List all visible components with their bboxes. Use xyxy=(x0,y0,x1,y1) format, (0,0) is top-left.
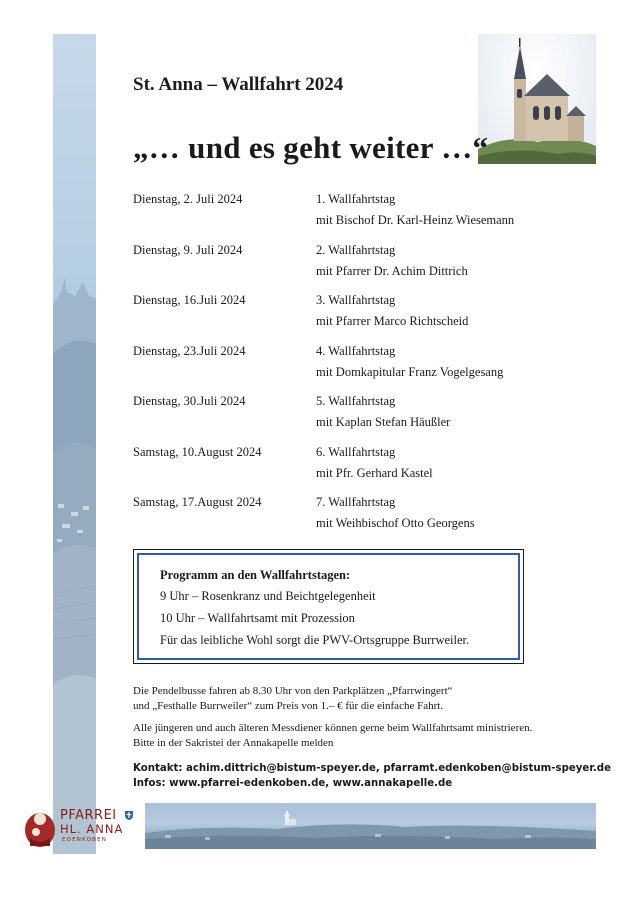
schedule-date: Dienstag, 9. Juli 2024 xyxy=(133,242,243,257)
schedule-date: Dienstag, 2. Juli 2024 xyxy=(133,192,243,206)
logo-word: PFARREI xyxy=(60,808,117,823)
pilgrimage-schedule xyxy=(133,192,573,546)
schedule-row xyxy=(133,192,573,243)
bottom-landscape-band xyxy=(145,803,596,849)
logo-place: EDENKOBEN xyxy=(62,837,108,843)
info-line: Infos: www.pfarrei-edenkoben.de, www.annakapelle.de xyxy=(133,778,453,789)
schedule-day-label: 2. Wallfahrtstag xyxy=(316,242,396,257)
page-title: St. Anna – Wallfahrt 2024 xyxy=(133,74,344,95)
bus-info-line: und „Festhalle Burrweiler“ zum Preis von 1.– € für die einfache Fahrt. xyxy=(133,699,444,712)
contact-line: Kontakt: achim.dittrich@bistum-speyer.de, pfarramt.edenkoben@bistum-speyer.de xyxy=(133,763,611,774)
schedule-date: Dienstag, 30.Juli 2024 xyxy=(133,394,246,408)
schedule-celebrant: mit Pfarrer Marco Richtscheid xyxy=(316,314,469,328)
schedule-row xyxy=(133,293,573,344)
program-line: 9 Uhr – Rosenkranz und Beichtgelegenheit xyxy=(160,589,376,603)
diocese-shield-icon xyxy=(124,810,134,820)
saint-anna-figure-icon xyxy=(22,808,58,848)
program-box-inner xyxy=(137,553,520,660)
schedule-row xyxy=(133,344,573,395)
altar-server-line: Bitte in der Sakristei der Annakapelle melden xyxy=(133,736,334,749)
landscape-strip-illustration xyxy=(53,34,96,854)
bus-info-line: Die Pendelbusse fahren ab 8.30 Uhr von den Parkplätzen „Pfarrwingert“ xyxy=(133,685,453,697)
schedule-date: Dienstag, 23.Juli 2024 xyxy=(133,343,246,358)
schedule-day-label: 3. Wallfahrtstag xyxy=(316,293,396,307)
schedule-day-label: 1. Wallfahrtstag xyxy=(316,192,396,206)
schedule-row xyxy=(133,445,573,496)
schedule-date: Samstag, 17.August 2024 xyxy=(133,495,262,509)
schedule-day-label: 6. Wallfahrtstag xyxy=(316,444,396,459)
chapel-illustration xyxy=(478,34,596,164)
schedule-row xyxy=(133,495,573,546)
program-line: Für das leibliche Wohl sorgt die PWV-Ortsgruppe Burrweiler. xyxy=(160,633,470,647)
schedule-celebrant: mit Kaplan Stefan Häußler xyxy=(316,415,451,429)
program-line: 10 Uhr – Wallfahrtsamt mit Prozession xyxy=(160,611,355,625)
motto-heading: „… und es geht weiter …“ xyxy=(133,130,489,165)
schedule-row xyxy=(133,394,573,445)
schedule-celebrant: mit Pfarrer Dr. Achim Dittrich xyxy=(316,263,468,278)
schedule-row xyxy=(133,243,573,294)
logo-subtitle: HL. ANNA xyxy=(60,822,124,836)
schedule-celebrant: mit Bischof Dr. Karl-Heinz Wiesemann xyxy=(316,213,515,227)
schedule-day-label: 5. Wallfahrtstag xyxy=(316,394,396,408)
schedule-day-label: 7. Wallfahrtstag xyxy=(316,495,396,509)
schedule-day-label: 4. Wallfahrtstag xyxy=(316,343,396,358)
altar-server-line: Alle jüngeren und auch älteren Messdiener können gerne beim Wallfahrtsamt ministrieren. xyxy=(133,722,533,734)
schedule-date: Dienstag, 16.Juli 2024 xyxy=(133,293,246,307)
schedule-celebrant: mit Pfr. Gerhard Kastel xyxy=(316,465,433,480)
schedule-celebrant: mit Weihbischof Otto Georgens xyxy=(316,516,475,530)
notes-section xyxy=(133,684,532,750)
program-heading: Programm an den Wallfahrtstagen: xyxy=(160,568,351,582)
side-landscape-strip xyxy=(53,34,96,854)
parish-logo xyxy=(22,806,142,850)
schedule-celebrant: mit Domkapitular Franz Vogelgesang xyxy=(316,364,504,379)
church-photo xyxy=(478,34,596,164)
landscape-band-illustration xyxy=(145,803,596,849)
program-box xyxy=(133,549,524,664)
contact-section xyxy=(133,761,611,791)
schedule-date: Samstag, 10.August 2024 xyxy=(133,444,262,459)
